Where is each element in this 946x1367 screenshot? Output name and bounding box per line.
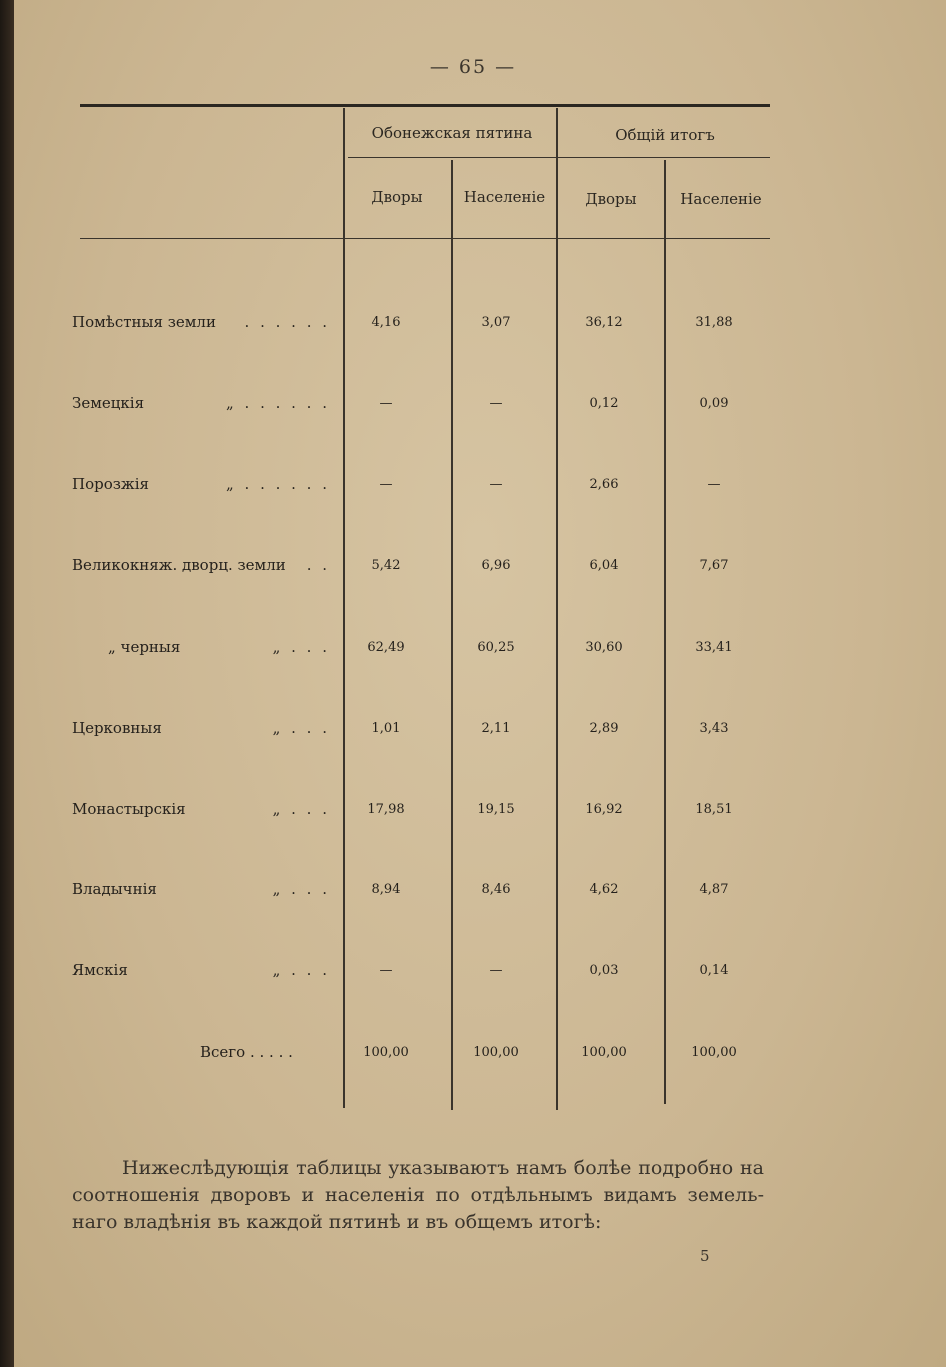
row-label: „ черныя [108, 638, 181, 656]
header-dvory-1: Дворы [371, 188, 423, 206]
page-number: — 65 — [429, 56, 517, 78]
row-value-a: — [379, 963, 393, 978]
row-value-d: 33,41 [695, 640, 733, 655]
row-value-d: 4,87 [699, 882, 729, 897]
row-value-c: 4,62 [589, 882, 619, 897]
paragraph-line-3: наго владѣнія въ каждой пятинѣ и въ общемъ итогѣ: [72, 1211, 602, 1233]
body-paragraph [72, 1155, 764, 1236]
row-value-a: — [379, 396, 393, 411]
row-dots: „ . . . [272, 638, 330, 656]
row-value-a: 62,49 [367, 640, 405, 655]
row-value-d: 31,88 [695, 315, 733, 330]
row-value-b: 8,46 [481, 882, 511, 897]
row-value-c: 36,12 [585, 315, 623, 330]
total-c: 100,00 [581, 1045, 627, 1060]
row-value-a: 4,16 [371, 315, 401, 330]
row-dots: „ . . . [272, 719, 330, 737]
header-total: Общій итогъ [615, 126, 715, 144]
group-underline [348, 157, 770, 158]
row-label: Церковныя [72, 719, 162, 737]
row-value-c: 30,60 [585, 640, 623, 655]
row-value-c: 2,89 [589, 721, 619, 736]
row-value-a: 8,94 [371, 882, 401, 897]
signature-mark: 5 [700, 1247, 710, 1265]
row-value-b: 6,96 [481, 558, 511, 573]
row-value-d: 0,09 [699, 396, 729, 411]
paragraph-line-1: Нижеслѣдующія таблицы указываютъ намъ болѣе подробно на [122, 1157, 764, 1179]
row-value-a: — [379, 477, 393, 492]
total-label [200, 1043, 293, 1061]
header-obonezh: Обонежская пятина [371, 124, 533, 142]
row-value-d: — [707, 477, 721, 492]
total-b: 100,00 [473, 1045, 519, 1060]
row-dots: . . . . . . [244, 313, 330, 331]
column-divider [343, 108, 345, 1108]
header-naselenie-1: Населеніе [463, 188, 546, 206]
total-a: 100,00 [363, 1045, 409, 1060]
total-d: 100,00 [691, 1045, 737, 1060]
row-value-b: 60,25 [477, 640, 515, 655]
row-value-d: 7,67 [699, 558, 729, 573]
header-bottom-rule [80, 238, 770, 239]
total-dots: . . . . . [249, 1043, 293, 1061]
row-value-d: 0,14 [699, 963, 729, 978]
row-value-d: 18,51 [695, 802, 733, 817]
row-value-c: 6,04 [589, 558, 619, 573]
row-dots: „ . . . . . . [226, 475, 330, 493]
row-dots: „ . . . [272, 800, 330, 818]
row-label: Монастырскія [72, 800, 186, 818]
row-value-d: 3,43 [699, 721, 729, 736]
row-value-b: 3,07 [481, 315, 511, 330]
row-value-b: — [489, 396, 503, 411]
total-label-text: Всего [200, 1043, 246, 1061]
row-label: Помѣстныя земли [72, 313, 216, 331]
row-label: Великокняж. дворц. земли [72, 556, 286, 574]
row-value-c: 16,92 [585, 802, 623, 817]
row-dots: „ . . . . . . [226, 394, 330, 412]
paragraph-line-2: соотношенія дворовъ и населенія по отдѣльнымъ видамъ земель- [72, 1184, 764, 1206]
row-label: Ямскія [72, 961, 128, 979]
row-value-c: 2,66 [589, 477, 619, 492]
row-value-b: — [489, 477, 503, 492]
row-dots: . . [306, 556, 330, 574]
row-value-b: 19,15 [477, 802, 515, 817]
table-top-rule [80, 104, 770, 107]
row-value-c: 0,12 [589, 396, 619, 411]
row-label: Владычнія [72, 880, 157, 898]
header-naselenie-2: Населеніе [680, 190, 762, 208]
header-dvory-2: Дворы [585, 190, 637, 208]
book-spine [0, 0, 14, 1367]
column-divider [556, 108, 558, 1110]
row-value-a: 1,01 [371, 721, 401, 736]
row-dots: „ . . . [272, 961, 330, 979]
row-label: Порозжія [72, 475, 149, 493]
row-label: Земецкія [72, 394, 145, 412]
row-value-b: — [489, 963, 503, 978]
row-value-a: 17,98 [367, 802, 405, 817]
row-dots: „ . . . [272, 880, 330, 898]
row-value-a: 5,42 [371, 558, 401, 573]
row-value-c: 0,03 [589, 963, 619, 978]
row-value-b: 2,11 [481, 721, 511, 736]
